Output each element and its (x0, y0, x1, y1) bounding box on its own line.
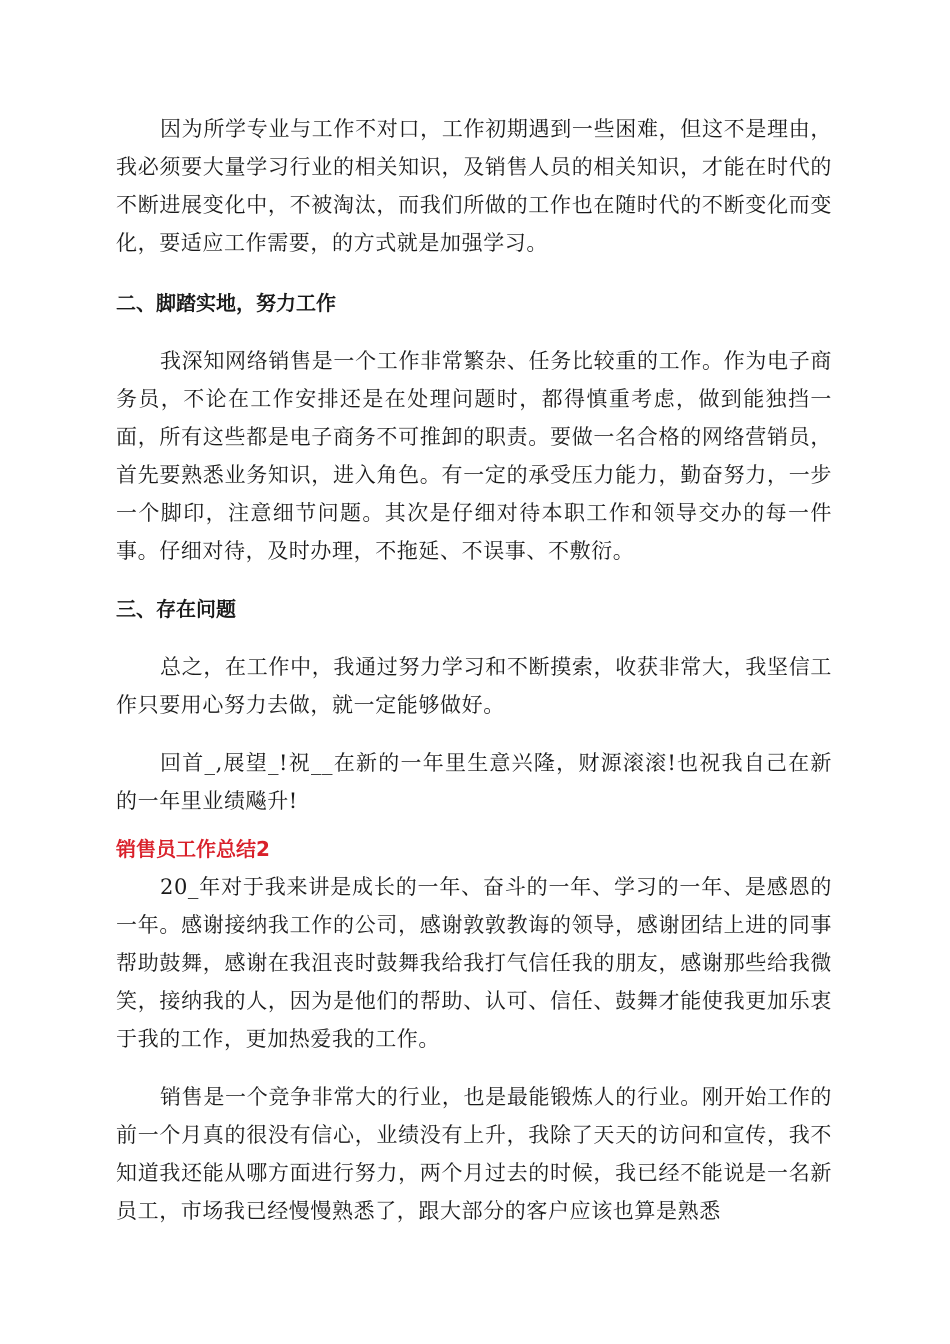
document-page (116, 110, 832, 1230)
paragraph-wishes: 回首_,展望_!祝__在新的一年里生意兴隆，财源滚滚!也祝我自己在新的一年里业绩飚升! (116, 751, 832, 813)
paragraph-gratitude: 20_年对于我来讲是成长的一年、奋斗的一年、学习的一年、是感恩的一年。感谢接纳我工作的公司，感谢敦敦教诲的领导，感谢团结上进的同事帮助鼓舞，感谢在我沮丧时鼓舞我给我打气信任我的朋友，感谢那些给我微笑，接纳我的人，因为是他们的帮助、认可、信任、鼓舞才能使我更加乐衷于我的工作，更加热爱我的工作。 (116, 875, 832, 1051)
section-title: 销售员工作总结2 (116, 837, 270, 861)
paragraph-study: 因为所学专业与工作不对口，工作初期遇到一些困难，但这不是理由，我必须要大量学习行业的相关知识，及销售人员的相关知识，才能在时代的不断进展变化中，不被淘汰，而我们所做的工作也在随时代的不断变化而变化，要适应工作需要，的方式就是加强学习。 (116, 117, 832, 255)
paragraph-sales-industry: 销售是一个竞争非常大的行业，也是最能锻炼人的行业。刚开始工作的前一个月真的很没有信心，业绩没有上升，我除了天天的访问和宣传，我不知道我还能从哪方面进行努力，两个月过去的时候，我已经不能说是一名新员工，市场我已经慢慢熟悉了，跟大部分的客户应该也算是熟悉 (116, 1085, 832, 1223)
paragraph-summary: 总之，在工作中，我通过努力学习和不断摸索，收获非常大，我坚信工作只要用心努力去做，就一定能够做好。 (116, 655, 832, 717)
heading-problems: 三、存在问题 (116, 597, 236, 621)
paragraph-ecommerce-duty: 我深知网络销售是一个工作非常繁杂、任务比较重的工作。作为电子商务员，不论在工作安排还是在处理问题时，都得慎重考虑，做到能独挡一面，所有这些都是电子商务不可推卸的职责。要做一名合格的网络营销员，首先要熟悉业务知识，进入角色。有一定的承受压力能力，勤奋努力，一步一个脚印，注意细节问题。其次是仔细对待本职工作和领导交办的每一件事。仔细对待，及时办理，不拖延、不误事、不敷衍。 (116, 349, 832, 563)
heading-work-hard: 二、脚踏实地，努力工作 (116, 291, 336, 315)
